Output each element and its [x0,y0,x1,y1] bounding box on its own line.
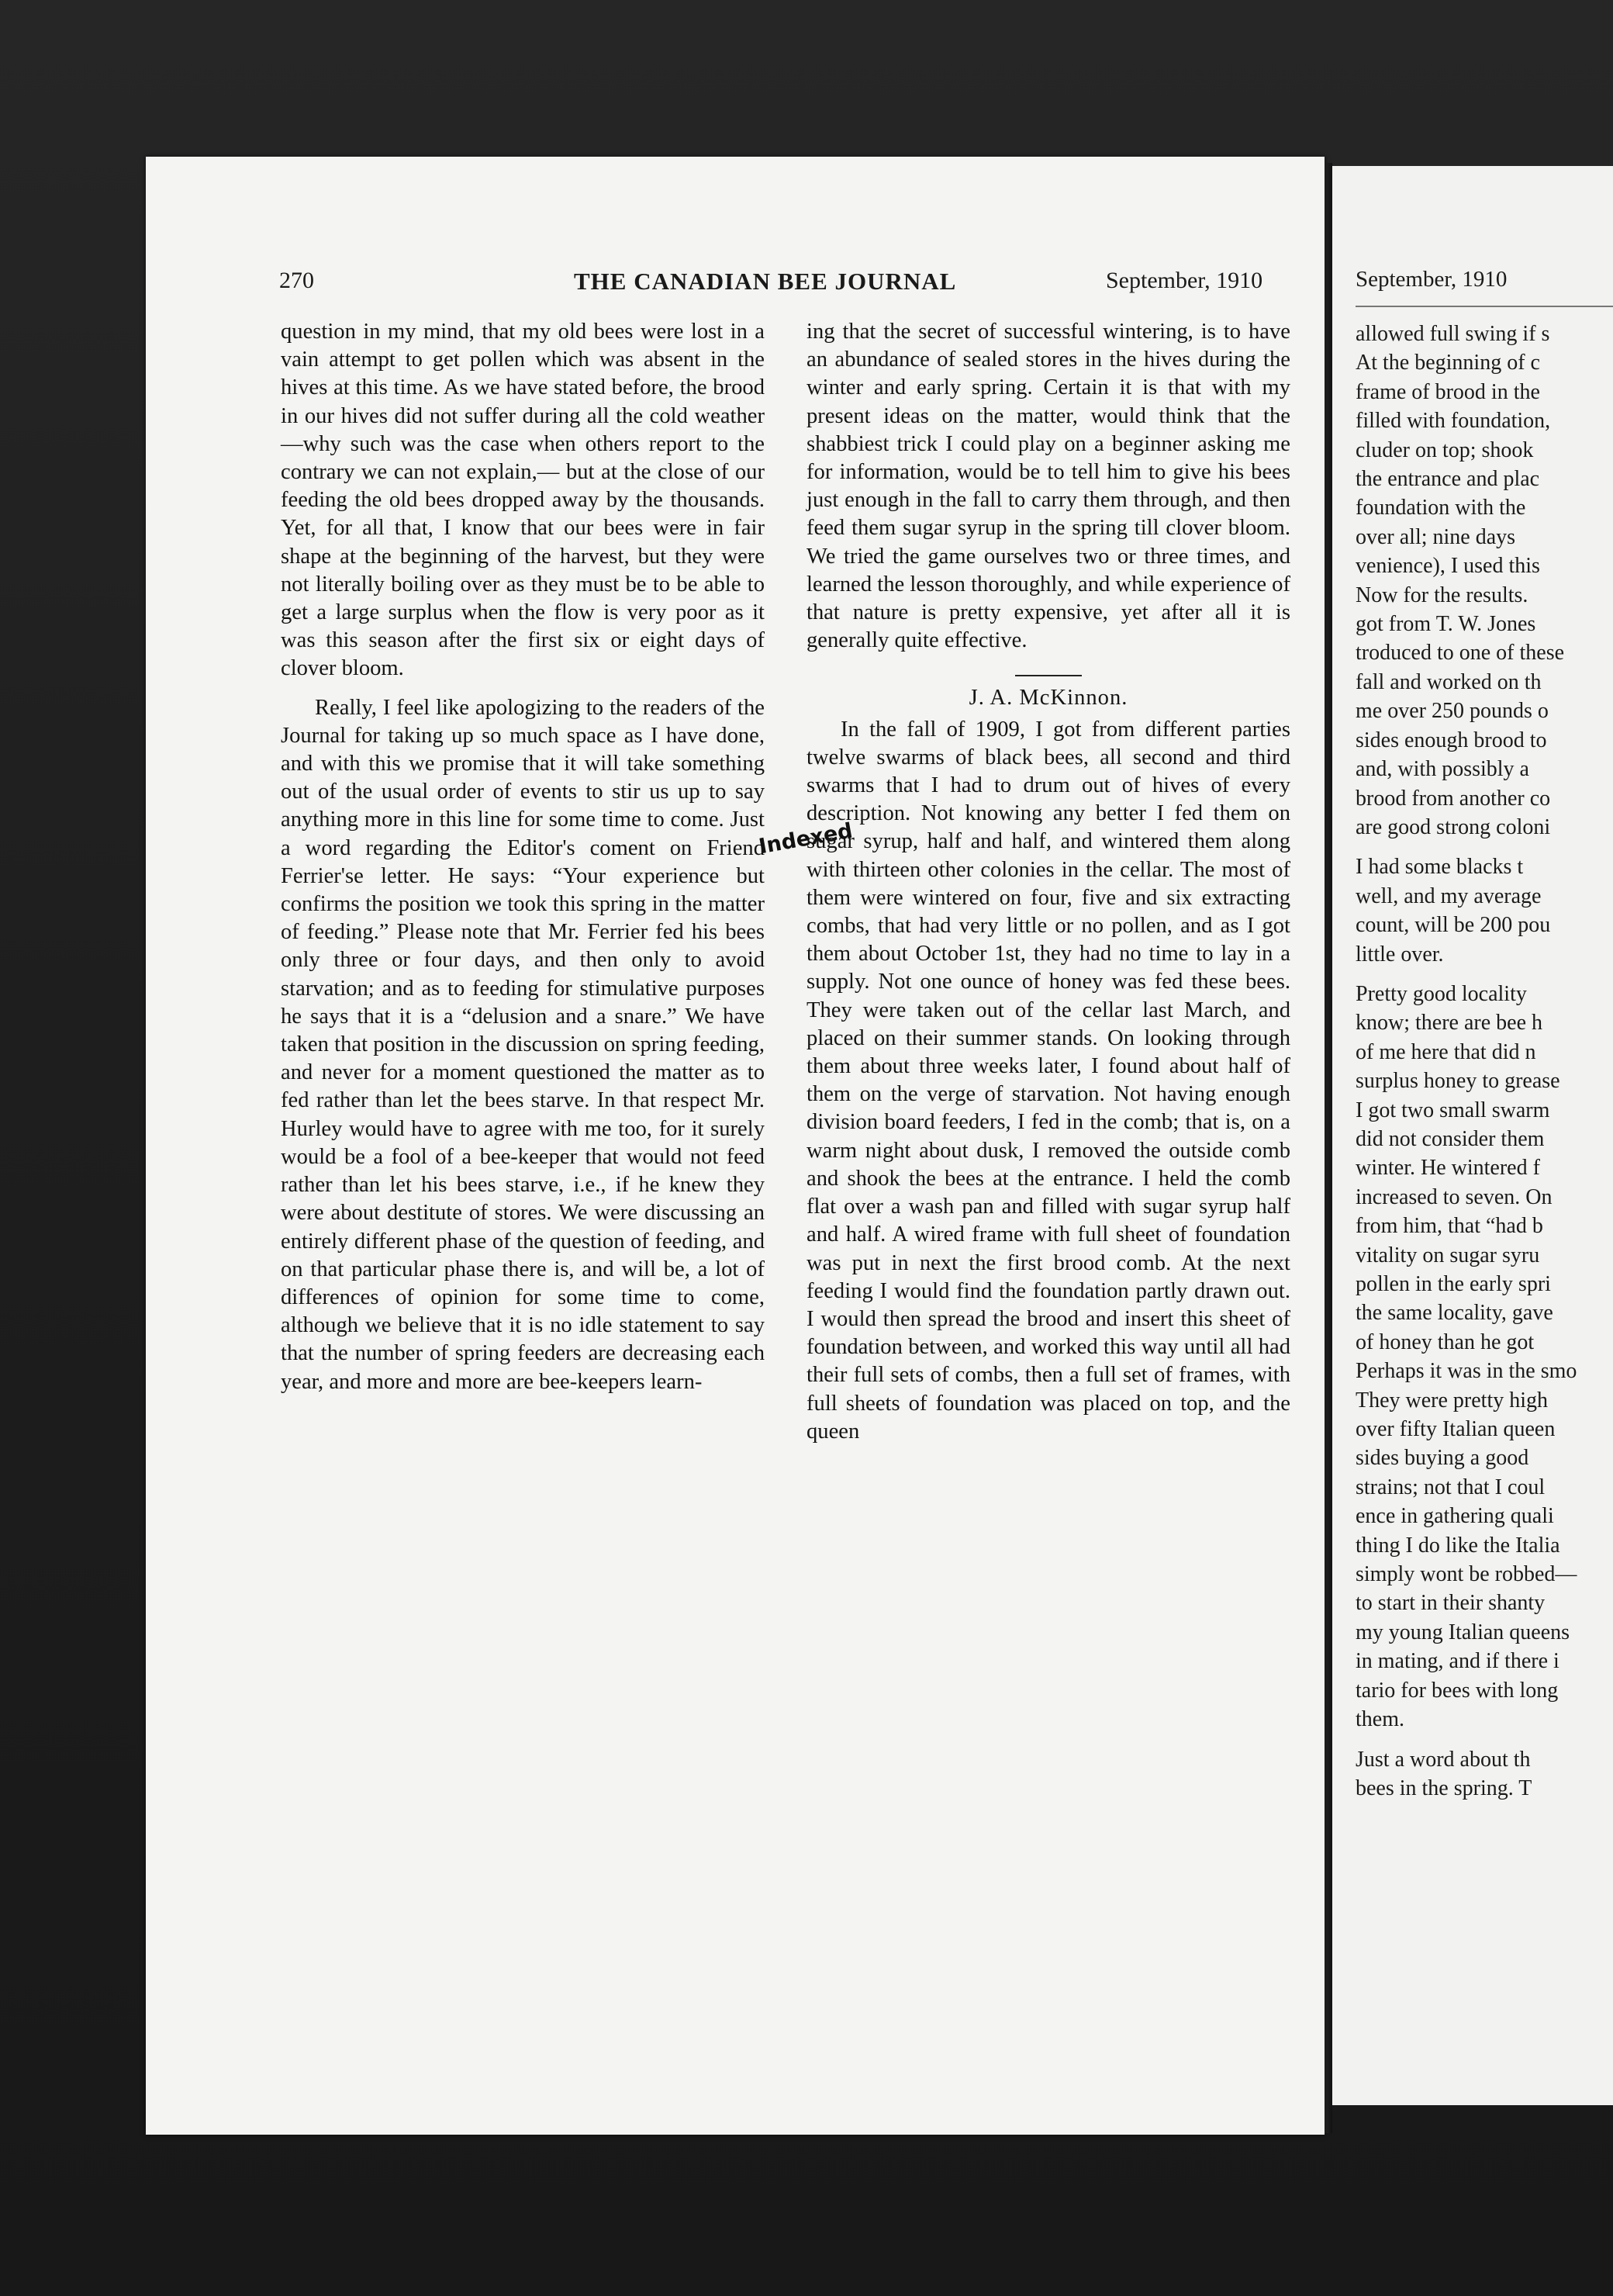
facing-page-text [1356,320,1613,1803]
text-line: thing I do like the Italia [1356,1533,1560,1558]
text-line: vitality on sugar syru [1356,1243,1540,1267]
left-column [281,318,765,1396]
text-line: in mating, and if there i [1356,1649,1559,1674]
journal-title: THE CANADIAN BEE JOURNAL [574,268,957,295]
paragraph: question in my mind, that my old bees were lost in a vain attempt to get pollen which was absent in the hives at this time. As we have stated before, the brood in our hives did not suffer during all the cold weather—why such was the case when others report to the contrary we can not explain,— but at the close of our feeding the old bees dropped away by the thousands. Yet, for all that, I know that our bees were in fair shape at the beginning of the harvest, but they were not literally boiling over as they must be to be able to get a large surplus when the flow is very poor as it was this season after the first six or eight days of clover bloom. [281,320,765,681]
text-line: increased to seven. On [1356,1184,1553,1209]
text-line: the same locality, gave [1356,1301,1553,1326]
page-number: 270 [279,268,314,293]
text-line: venience), I used this [1356,554,1540,579]
text-line: simply wont be robbed— [1356,1562,1577,1587]
text-line: the entrance and plac [1356,467,1540,492]
text-line: They were pretty high [1356,1388,1549,1413]
text-line: Perhaps it was in the smo [1356,1359,1577,1384]
journal-page-270 [146,157,1325,2135]
text-line: did not consider them [1356,1126,1545,1151]
text-line: At the beginning of c [1356,351,1540,375]
text-line: are good strong coloni [1356,814,1551,839]
text-line: and, with possibly a [1356,757,1529,782]
paragraph [1356,320,1613,842]
text-line: me over 250 pounds o [1356,699,1549,724]
text-line: tario for bees with long [1356,1678,1559,1703]
text-line: well, and my average [1356,883,1542,908]
text-line: sides enough brood to [1356,728,1547,752]
paragraph: In the fall of 1909, I got from different parties twelve swarms of black bees, all second and third swarms that I had to drum out of hives of every description. Not knowing any better I fed them on sugar syrup, half and half, and wintered them along with thirteen other colonies in the cellar. The most of them were wintered on four, five and six extracting combs, that had very little or no pollen, and as I got them about October 1st, they had no time to lay in a supply. Not one ounce of honey was fed these bees. They were taken out of the cellar last March, and placed on their summer stands. On looking through them about three weeks later, I found about half of them on the verge of starvation. Not having enough division board feeders, I fed in the comb; that is, on a warm night about dusk, I removed the outside comb and shook the bees at the entrance. I held the comb flat over a wash pan and filled with sugar syrup half and half. A wired frame with full sheet of foundation was put in next the first brood comb. At the next feeding I would find the foundation partly drawn out. I would then spread the brood and insert this sheet of foundation between, and worked this way until all had their full sets of combs, then a full set of frames, with full sheets of foundation was placed on top, and the queen [806,717,1290,1444]
text-line: over fifty Italian queen [1356,1417,1556,1442]
text-line: my young Italian queens [1356,1620,1570,1644]
text-line: surplus honey to grease [1356,1069,1560,1094]
right-column [806,318,1290,1446]
issue-date: September, 1910 [1106,268,1263,293]
text-line: brood from another co [1356,786,1551,811]
indexed-stamp: Indexed [757,818,855,859]
text-line: count, will be 200 pou [1356,913,1551,938]
text-line: to start in their shanty [1356,1591,1546,1616]
paragraph [1356,1745,1613,1803]
text-line: winter. He wintered f [1356,1156,1540,1181]
text-line: little over. [1356,942,1444,966]
text-line: foundation with the [1356,496,1526,520]
text-line: Just a word about th [1356,1747,1531,1772]
text-line: pollen in the early spri [1356,1272,1551,1296]
paragraph [1356,852,1613,969]
article-byline: J. A. McKinnon. [969,686,1128,711]
text-line: of honey than he got [1356,1330,1535,1354]
facing-page-date: September, 1910 [1356,267,1508,292]
text-line: I had some blacks t [1356,855,1524,880]
text-line: Pretty good locality [1356,981,1527,1006]
paragraph: Really, I feel like apologizing to the readers of the Journal for taking up so much space as I have done, and with this we promise that it will take something out of the usual order of events to stir us up to say anything more in this line for some time to come. Just a word regarding the Editor's coment on Friend Ferrier'se letter. He says: “Your experience but confirms the position we took this spring in the matter of feeding.” Please note that Mr. Ferrier fed his bees only three or four days, and then only to avoid starvation; and as to feeding for stimulative purposes he says that it is a “delusion and a snare.” We have taken that position in the discussion on spring feeding, and never for a moment questioned the matter as to fed rather than let the bees starve. In that respect Mr. Hurley would have to agree with me too, for it surely would be a fool of a bee-keeper that would not feed rather than let his bees starve, i.e., if he knew they were about destitute of stores. We were discussing an entirely different phase of the question of feeding, and on that particular phase there is, and will be, a lot of differences of opinion for some time to come, although we believe that it is no idle statement to say that the number of spring feeders are decreasing each year, and more and more are bee-keepers learn- [281,695,765,1394]
text-line: allowed full swing if s [1356,322,1550,346]
text-line: Now for the results. [1356,583,1528,607]
text-line: from him, that “had b [1356,1214,1543,1239]
text-line: strains; not that I coul [1356,1475,1546,1499]
facing-page [1332,166,1613,2105]
paragraph [1356,980,1613,1734]
text-line: got from T. W. Jones [1356,612,1536,637]
text-line: filled with foundation, [1356,409,1551,434]
header-rule [1356,306,1613,307]
text-line: troduced to one of these [1356,641,1565,666]
text-line: frame of brood in the [1356,379,1540,404]
text-line: ence in gathering quali [1356,1504,1554,1529]
text-line: I got two small swarm [1356,1098,1550,1122]
section-divider [1015,675,1082,676]
text-line: know; there are bee h [1356,1011,1542,1036]
text-line: cluder on top; shook [1356,437,1534,462]
paragraph: ing that the secret of successful wintering, is to have an abundance of sealed stores in the hives during the winter and early spring. Certain it is that with my present ideas on the matter, would think that the shabbiest trick I could play on a beginner asking me for information, would be to tell him to give his bees just enough in the fall to carry them through, and then feed them sugar syrup in the spring till clover bloom. We tried the game ourselves two or three times, and learned the lesson thoroughly, and while experience of that nature is pretty expensive, yet after all it is generally quite effective. [806,320,1290,653]
text-line: them. [1356,1707,1404,1732]
text-line: bees in the spring. T [1356,1776,1532,1800]
text-line: sides buying a good [1356,1446,1529,1471]
text-line: fall and worked on th [1356,669,1542,694]
text-line: over all; nine days [1356,524,1516,549]
text-line: of me here that did n [1356,1039,1536,1064]
